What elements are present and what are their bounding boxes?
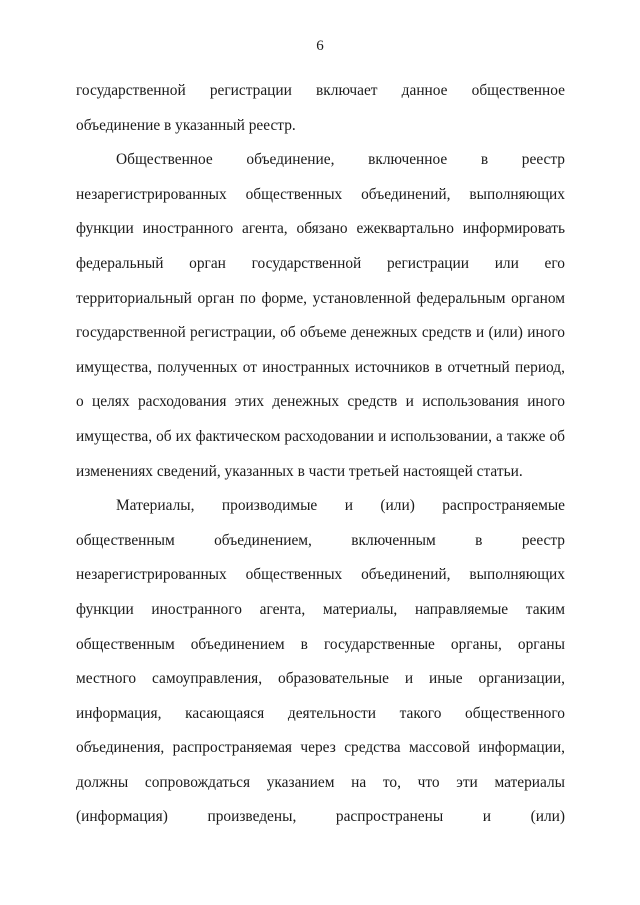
document-body bbox=[76, 74, 565, 835]
paragraph-1: государственной регистрации включает данное общественное объединение в указанный реестр. bbox=[76, 82, 565, 134]
paragraph-3: Материалы, производимые и (или) распространяемые общественным объединением, включенным в реестр незарегистрированных общественных объединений, выполняющих функции иностранного агента, материалы, направляемые таким общественным объединением в государственные органы, органы местного самоуправления, образовательные и иные организации, информация, касающаяся деятельности такого общественного объединения, распространяемая через средства массовой информации, должны сопровождаться указанием на то, что эти материалы (информация) произведены, распространены и (или) bbox=[76, 497, 565, 826]
paragraph-2: Общественное объединение, включенное в реестр незарегистрированных общественных объединений, выполняющих функции иностранного агента, обязано ежеквартально информировать федеральный орган государственной регистрации или его территориальный орган по форме, установленной федеральным органом государственной регистрации, об объеме денежных средств и (или) иного имущества, полученных от иностранных источников в отчетный период, о целях расходования этих денежных средств и использования иного имущества, об их фактическом расходовании и использовании, а также об изменениях сведений, указанных в части третьей настоящей статьи. bbox=[76, 151, 565, 480]
page-number: 6 bbox=[316, 38, 324, 54]
